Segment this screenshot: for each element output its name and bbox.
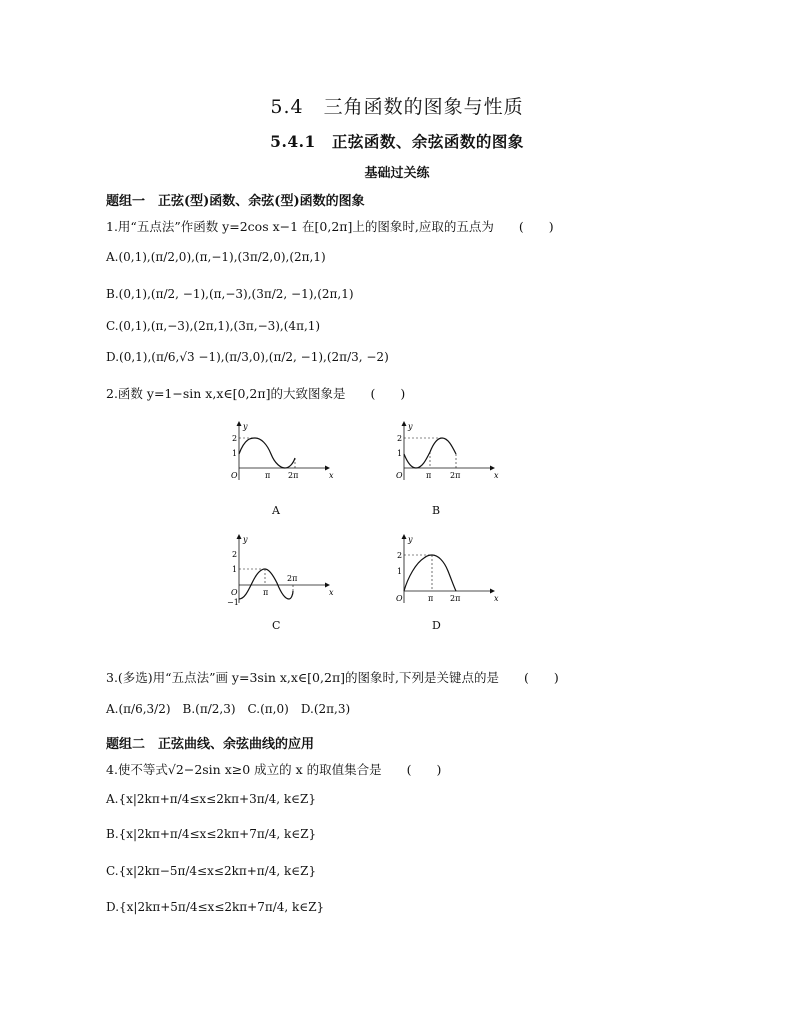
q1-option-c: C.(0,1),(π,−3),(2π,1),(3π,−3),(4π,1) [106,319,321,333]
q4-option-d: D.{x|2kπ+5π/4≤x≤2kπ+7π/4, k∈Z} [106,900,325,914]
graph-d-tick-1: 1 [397,567,403,576]
graph-d-x-label: x [494,594,499,603]
page-title: 5.4 三角函数的图象与性质 [270,96,524,118]
graph-b-x-label: x [494,471,499,480]
graph-a-tick-1: 1 [232,449,238,458]
graph-b-caption: B [432,504,441,517]
graph-a-caption: A [272,504,280,517]
q1-option-b: B.(0,1),(π/2, −1),(π,−3),(3π/2, −1),(2π,1) [106,287,354,301]
graph-b-tick-2pi: 2π [450,471,461,480]
graph-c-x-label: x [329,588,334,597]
graph-c-tick-2pi: 2π [287,574,298,583]
q2-stem: 2.函数 y=1−sin x,x∈[0,2π]的大致图象是 ( ) [106,386,406,401]
graph-c-origin: O [231,588,238,597]
graph-d-tick-2pi: 2π [450,594,461,603]
q4-option-c: C.{x|2kπ−5π/4≤x≤2kπ+π/4, k∈Z} [106,864,317,878]
group2-title: 题组二 正弦曲线、余弦曲线的应用 [106,737,315,752]
graph-a-tick-2pi: 2π [288,471,299,480]
graph-b [390,420,500,490]
practice-heading: 基础过关练 [364,166,430,181]
graph-c-tick-2: 2 [232,550,238,559]
group1-title: 题组一 正弦(型)函数、余弦(型)函数的图象 [106,194,365,209]
section-subtitle: 5.4.1 正弦函数、余弦函数的图象 [270,132,524,151]
graph-b-origin: O [396,471,403,480]
graph-a-origin: O [231,471,238,480]
graph-c-tick-pi: π [263,588,269,597]
graph-b-tick-2: 2 [397,434,403,443]
graph-b-y-label: y [408,422,413,431]
graph-a [225,420,335,490]
q1-stem: 1.用“五点法”作函数 y=2cos x−1 在[0,2π]上的图象时,应取的五点为 ( ) [106,219,554,234]
graph-d-tick-2: 2 [397,551,403,560]
graph-d-origin: O [396,594,403,603]
q1-option-a: A.(0,1),(π/2,0),(π,−1),(3π/2,0),(2π,1) [106,250,326,264]
q4-stem: 4.使不等式√2−2sin x≥0 成立的 x 的取值集合是 ( ) [106,762,442,777]
graph-c-tick-minus1: −1 [227,598,239,607]
q3-stem: 3.(多选)用“五点法”画 y=3sin x,x∈[0,2π]的图象时,下列是关键点的是 ( ) [106,670,559,685]
graph-c-y-label: y [243,535,248,544]
q1-option-d: D.(0,1),(π/6,√3 −1),(π/3,0),(π/2, −1),(2π/3, −2) [106,350,389,364]
graph-a-tick-2: 2 [232,434,238,443]
graph-a-tick-pi: π [265,471,271,480]
graph-d [390,533,500,608]
graph-b-tick-1: 1 [397,449,403,458]
graph-c [225,533,335,608]
graph-c-caption: C [272,619,281,632]
graph-d-caption: D [432,619,441,632]
q4-option-a: A.{x|2kπ+π/4≤x≤2kπ+3π/4, k∈Z} [106,792,317,806]
graph-a-y-label: y [243,422,248,431]
graph-b-tick-pi: π [426,471,432,480]
graph-d-y-label: y [408,535,413,544]
q4-option-b: B.{x|2kπ+π/4≤x≤2kπ+7π/4, k∈Z} [106,827,317,841]
graph-c-tick-1: 1 [232,565,238,574]
q3-options: A.(π/6,3/2) B.(π/2,3) C.(π,0) D.(2π,3) [106,702,351,716]
graph-a-x-label: x [329,471,334,480]
graph-d-tick-pi: π [428,594,434,603]
